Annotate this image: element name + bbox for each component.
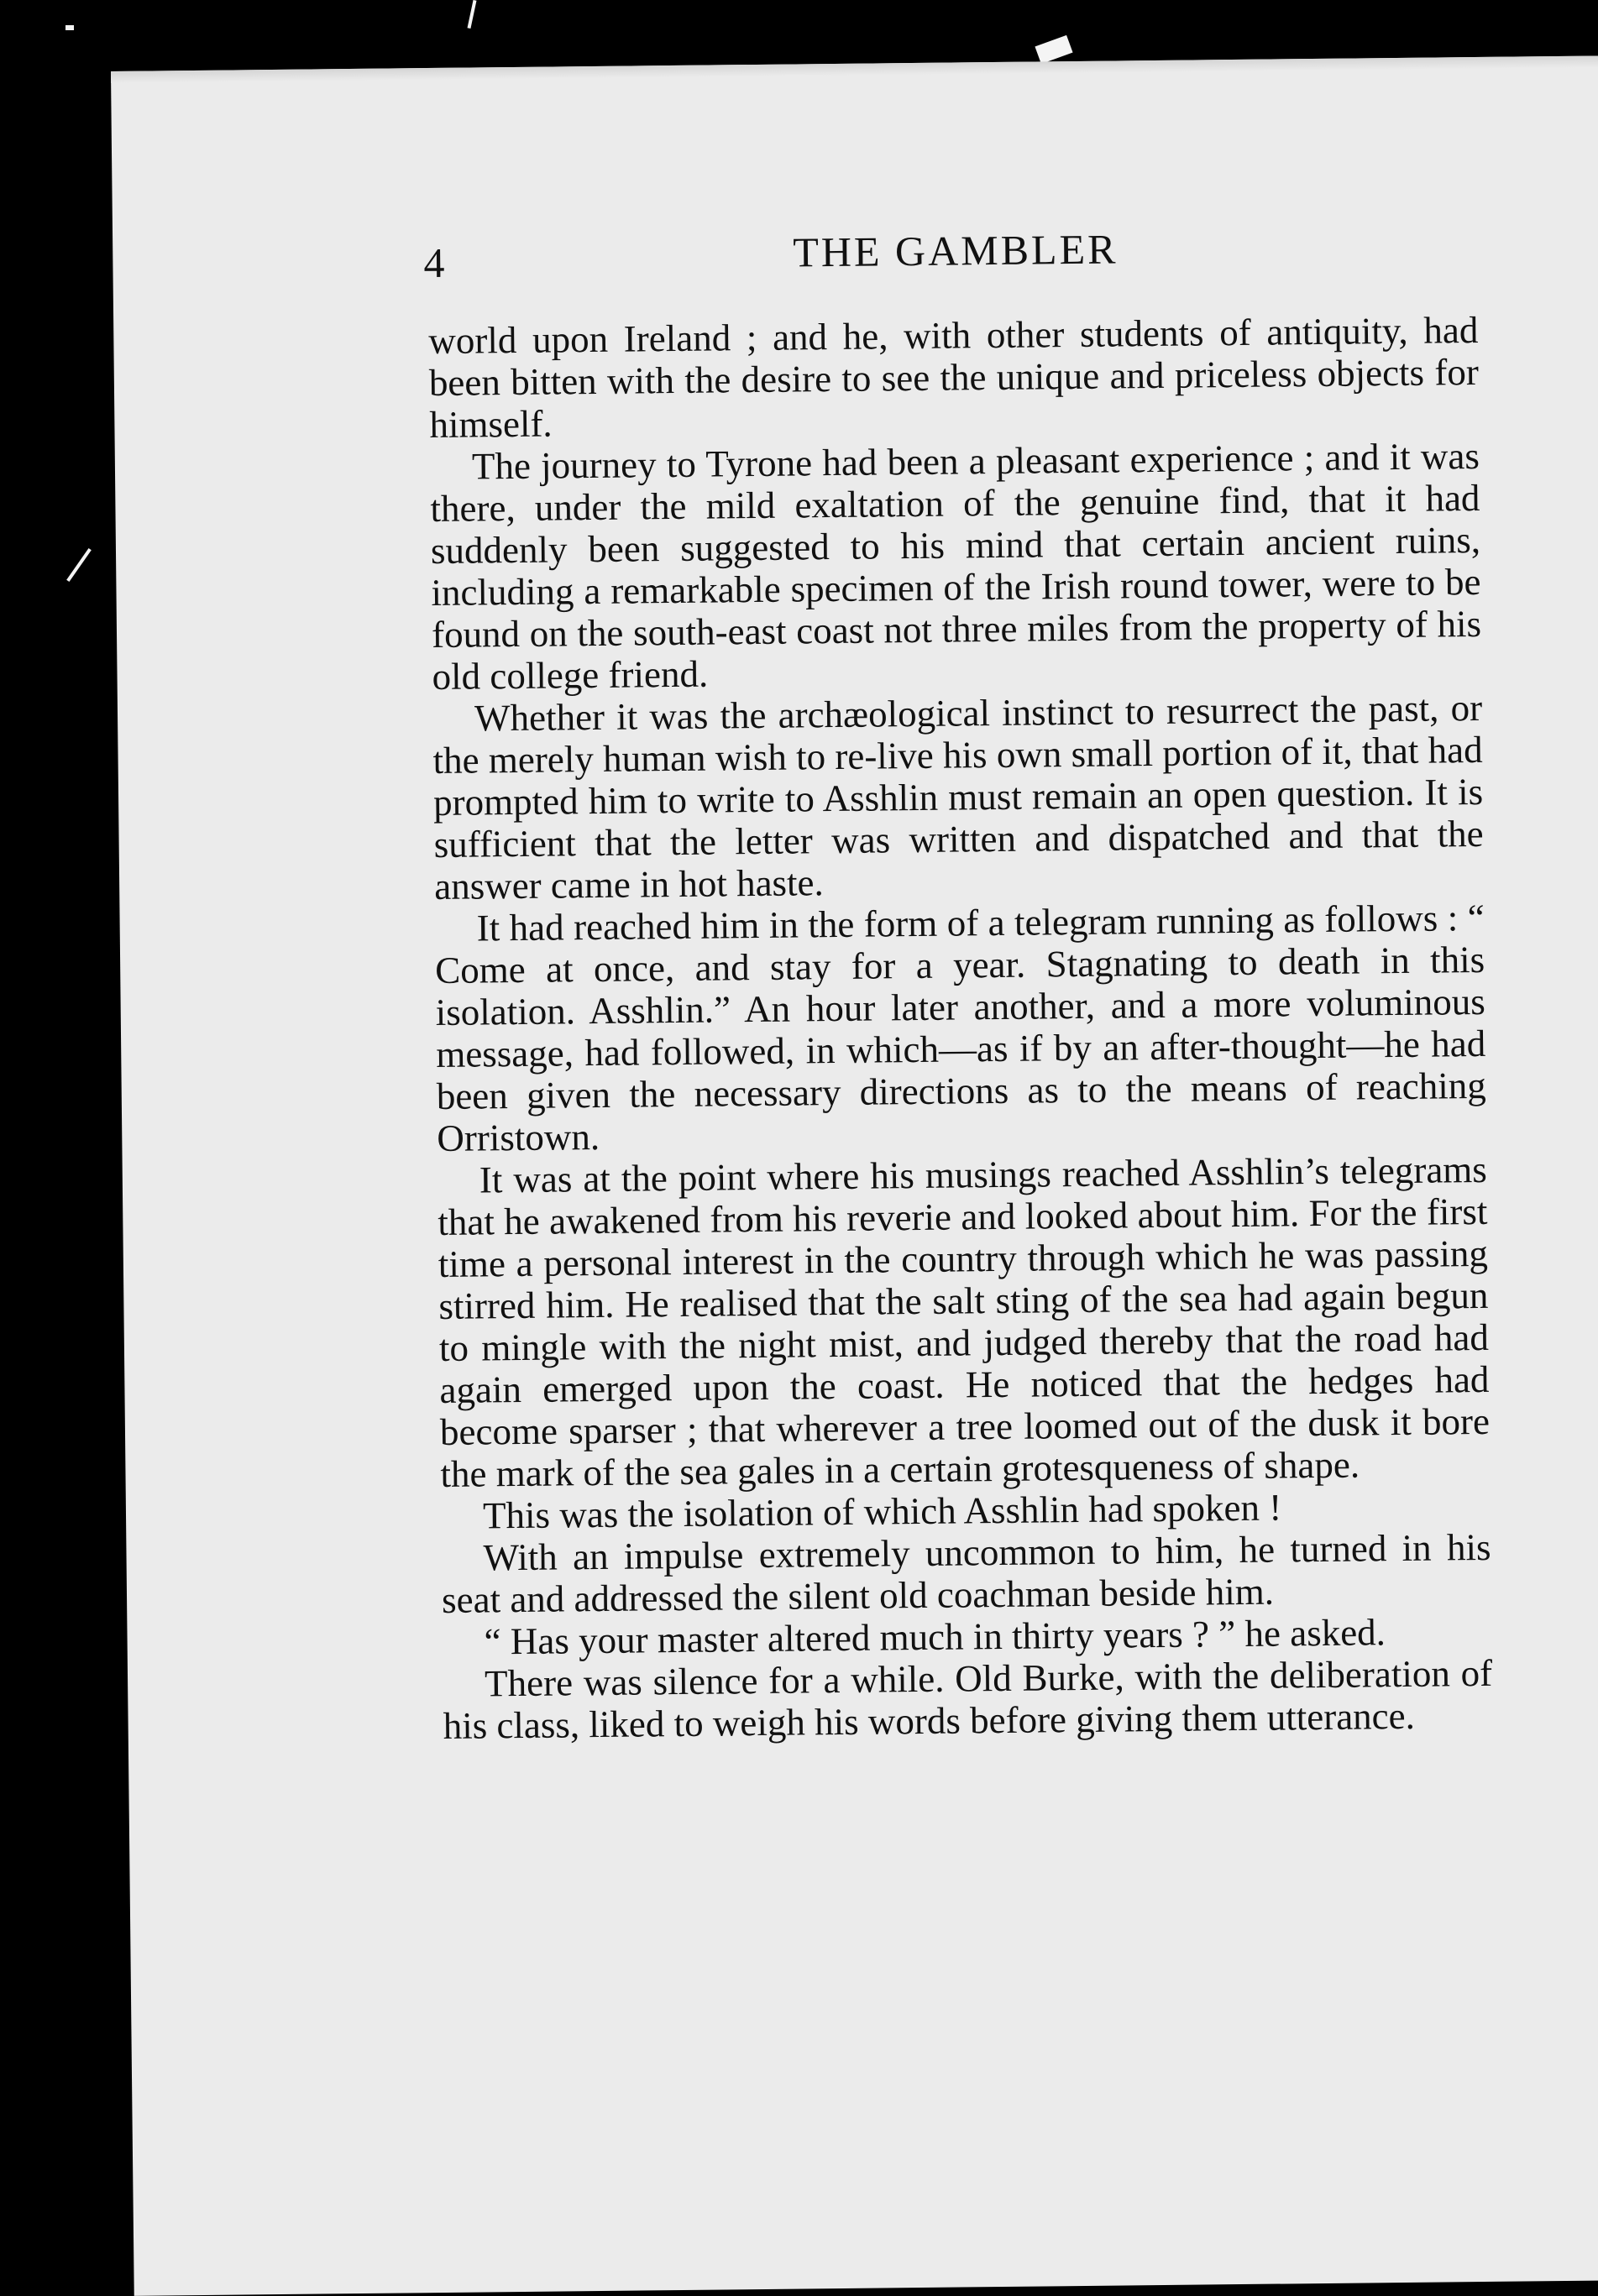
scan-speck bbox=[65, 25, 74, 30]
paragraph: This was the isolation of which Asshlin had spoken ! bbox=[482, 1486, 1282, 1537]
paragraph: Whether it was the archæological instinct to resurrect the past, or the merely human wish to re-live his own small portion of it, that had prompted him to write to Asshlin must remain an open question. It is sufficient that the letter was written and dispatched and that the answer came in hot haste. bbox=[432, 686, 1484, 908]
paragraph: world upon Ireland ; and he, with other students of antiquity, had been bitten with the desire to see the unique and priceless objects for himself. bbox=[428, 308, 1480, 447]
paragraph: “ Has your master altered much in thirty years ? ” he asked. bbox=[484, 1611, 1386, 1663]
paragraph: With an impulse extremely uncommon to him, he turned in his seat and addressed the silent old coachman beside him. bbox=[441, 1525, 1491, 1621]
page-edge bbox=[111, 55, 1598, 83]
book-page bbox=[111, 55, 1598, 2295]
running-head: THE GAMBLER bbox=[793, 225, 1119, 276]
body-text bbox=[428, 309, 1493, 1747]
paragraph: There was silence for a while. Old Burke, with the deliberation of his class, liked to weigh his words before giving them utterance. bbox=[443, 1651, 1493, 1747]
scan-speck bbox=[1035, 35, 1072, 64]
paragraph: It was at the point where his musings reached Asshlin’s telegrams that he awakened from his reverie and looked about him. For the first time a personal interest in the country through which he was passing stirred him. He realised that the salt sting of the sea had again begun to mingle with the night mist, and judged thereby that the road had again emerged upon the coast. He noticed that the hedges had become sparser ; that wherever a tree loomed out of the dusk it bore the mark of the sea gales in a certain grotesqueness of shape. bbox=[437, 1148, 1491, 1495]
page-header bbox=[423, 219, 1598, 299]
paragraph: It had reached him in the form of a telegram running as follows : “ Come at once, and stay for a year. Stagnating to death in this isolation. Asshlin.” An hour later another, and a more voluminous message, had followed, in which—as if by an after-thought—he had been given the necessary directions as to the means of reaching Orristown. bbox=[434, 896, 1487, 1160]
paragraph: The journey to Tyrone had been a pleasant experience ; and it was there, under the mild exaltation of the genuine find, that it had suddenly been suggested to his mind that certain ancient ruins, including a remarkable specimen of the Irish round tower, were to be found on the south-east coast not three miles from the property of his old college friend. bbox=[430, 434, 1482, 698]
page-number: 4 bbox=[423, 238, 445, 287]
scan-speck bbox=[468, 0, 477, 29]
scan-speck bbox=[66, 548, 92, 582]
